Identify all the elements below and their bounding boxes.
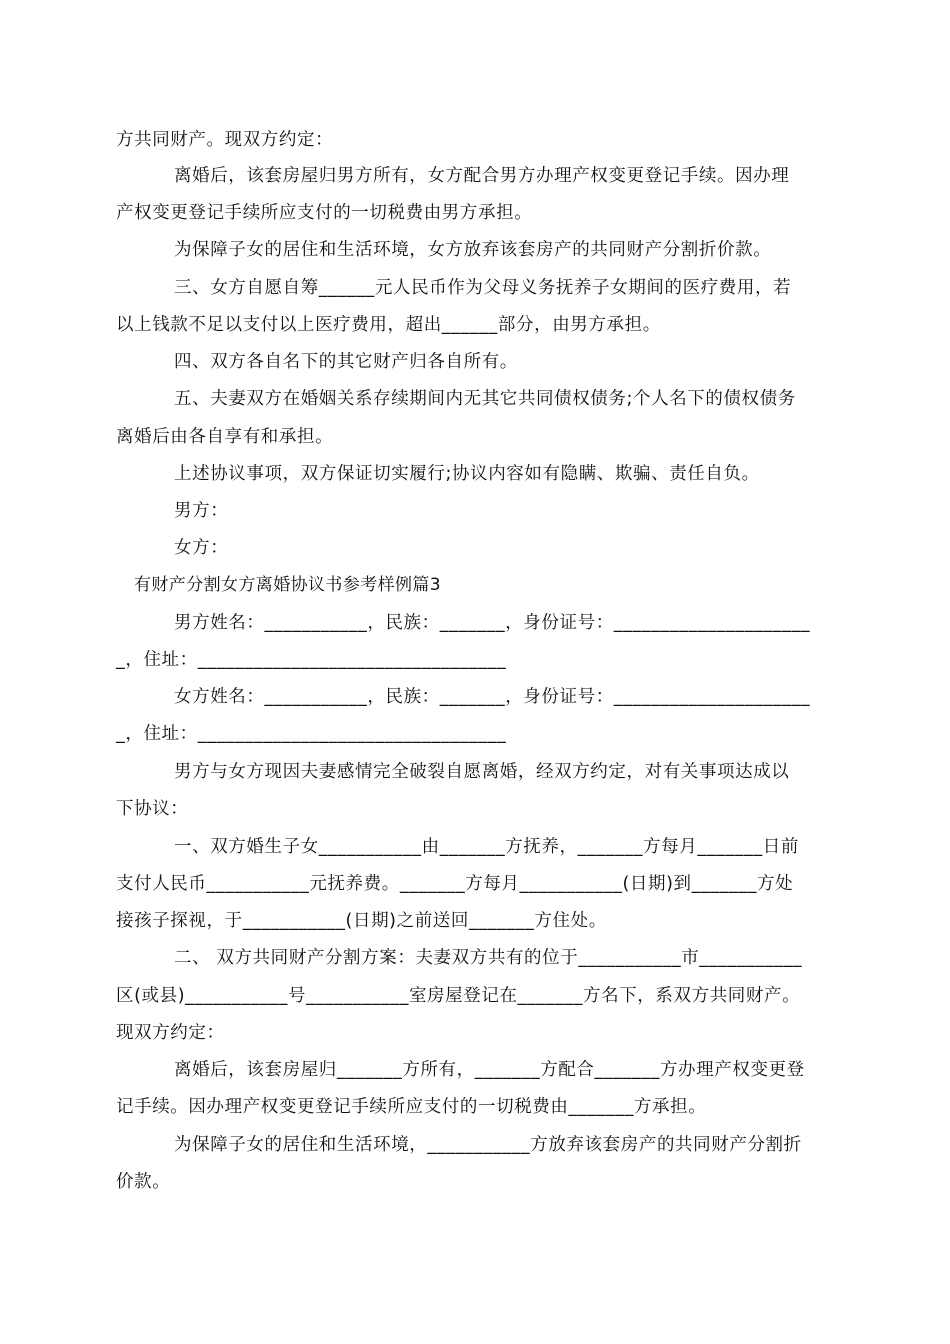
paragraph-line: 方共同财产。现双方约定： <box>116 130 334 150</box>
section-heading: 有财产分割女方离婚协议书参考样例篇3 <box>134 575 442 595</box>
paragraph-line: 区(或县)___________号___________室房屋登记在_______方名下，系双方共同财产。 <box>116 986 801 1006</box>
paragraph-line: 接孩子探视，于___________(日期)之前送回_______方住处。 <box>116 911 607 931</box>
paragraph-line: 下协议： <box>116 799 189 819</box>
paragraph-line: 记手续。因办理产权变更登记手续所应支付的一切税费由_______方承担。 <box>116 1097 707 1117</box>
paragraph-line: 一、双方婚生子女___________由_______方抚养，_______方每月_______日前 <box>174 837 799 857</box>
paragraph-line: 价款。 <box>116 1172 171 1192</box>
paragraph-line: 为保障子女的居住和生活环境，___________方放弃该套房产的共同财产分割折 <box>174 1135 802 1155</box>
paragraph-line: 男方与女方现因夫妻感情完全破裂自愿离婚，经双方约定，对有关事项达成以 <box>174 762 790 782</box>
paragraph-line: 以上钱款不足以支付以上医疗费用，超出______部分，由男方承担。 <box>116 315 661 335</box>
paragraph-line: 离婚后由各自享有和承担。 <box>116 427 334 447</box>
form-line: _，住址：_________________________________ <box>116 724 507 744</box>
paragraph-line: 产权变更登记手续所应支付的一切税费由男方承担。 <box>116 203 533 223</box>
form-line: 女方姓名：___________，民族：_______，身份证号：_____________________ <box>174 687 811 707</box>
form-line: _，住址：_________________________________ <box>116 650 507 670</box>
form-line: 男方姓名：___________，民族：_______，身份证号：_____________________ <box>174 613 811 633</box>
paragraph-line: 离婚后，该套房屋归男方所有，女方配合男方办理产权变更登记手续。因办理 <box>174 166 790 186</box>
paragraph-line: 四、双方各自名下的其它财产归各自所有。 <box>174 352 518 372</box>
signature-label: 男方： <box>174 501 229 521</box>
paragraph-line: 二、 双方共同财产分割方案：夫妻双方共有的位于___________市___________ <box>174 948 803 968</box>
paragraph-line: 三、女方自愿自筹______元人民币作为父母义务抚养子女期间的医疗费用，若 <box>174 278 792 298</box>
signature-label: 女方： <box>174 538 229 558</box>
paragraph-line: 为保障子女的居住和生活环境，女方放弃该套房产的共同财产分割折价款。 <box>174 240 772 260</box>
paragraph-line: 五、夫妻双方在婚姻关系存续期间内无其它共同债权债务;个人名下的债权债务 <box>174 389 796 409</box>
paragraph-line: 现双方约定： <box>116 1023 225 1043</box>
paragraph-line: 支付人民币___________元抚养费。_______方每月___________(日期)到_______方处 <box>116 874 794 894</box>
paragraph-line: 离婚后，该套房屋归_______方所有，_______方配合_______方办理产权变更登 <box>174 1060 805 1080</box>
paragraph-line: 上述协议事项，双方保证切实履行;协议内容如有隐瞒、欺骗、责任自负。 <box>174 464 760 484</box>
